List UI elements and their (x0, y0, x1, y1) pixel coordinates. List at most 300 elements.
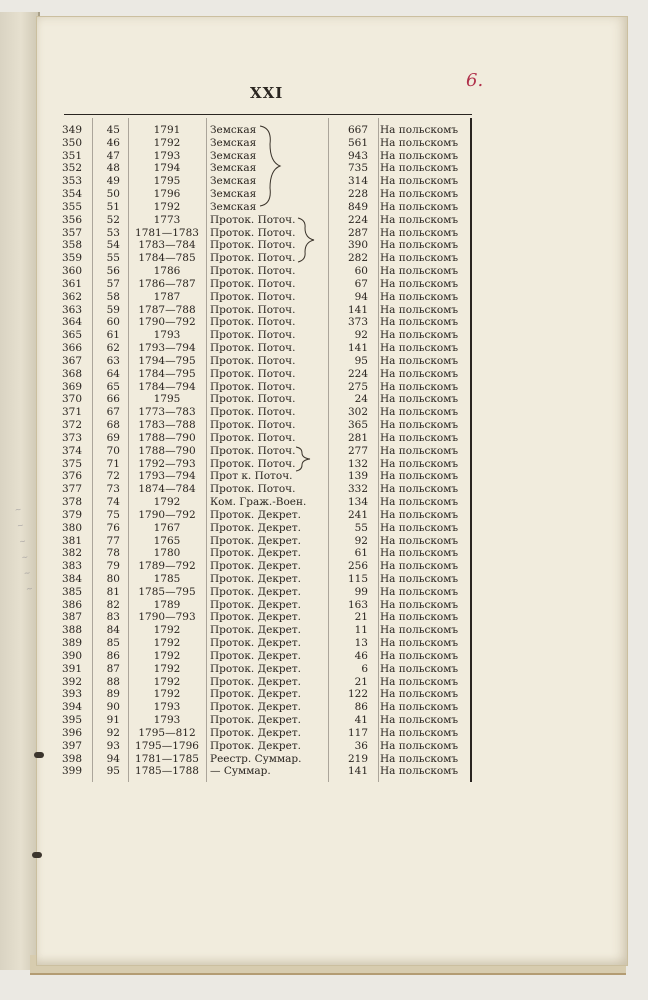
record-number-cell: 397 (62, 739, 83, 752)
document-type-cell: Проток. Декрет. (210, 688, 301, 701)
table-row (62, 624, 472, 637)
document-type-cell: Ком. Граж.-Воен. (210, 496, 307, 509)
language-note-cell: На польскомъ (380, 380, 459, 393)
language-note-cell: На польскомъ (380, 585, 459, 598)
years-cell: 1792 (153, 675, 181, 688)
language-note-cell: На польскомъ (380, 739, 459, 752)
language-note-cell: На польскомъ (380, 649, 459, 662)
record-number-cell: 388 (62, 624, 83, 637)
page-count-cell: 373 (347, 316, 368, 329)
table-row (62, 368, 472, 381)
sub-number-cell: 72 (106, 470, 120, 483)
table-row (62, 265, 472, 278)
record-number-cell: 349 (62, 124, 83, 136)
page-count-cell: 115 (347, 572, 368, 585)
record-number-cell: 365 (62, 329, 83, 342)
record-number-cell: 357 (62, 226, 83, 239)
table-row (62, 676, 472, 689)
page-count-cell: 122 (347, 688, 368, 701)
language-note-cell: На польскомъ (380, 444, 459, 457)
document-type-cell: Проток. Поточ. (210, 444, 296, 457)
table-row (62, 137, 472, 150)
page-count-cell: 21 (354, 675, 368, 688)
page-count-cell: 46 (354, 649, 368, 662)
sub-number-cell: 79 (106, 560, 120, 573)
years-cell: 1788—790 (138, 444, 196, 457)
page-count-cell: 849 (347, 200, 368, 213)
table-row (62, 445, 472, 458)
years-cell: 1784—795 (138, 367, 196, 380)
language-note-cell: На польскомъ (380, 200, 459, 213)
page-count-cell: 6 (361, 662, 368, 675)
sub-number-cell: 94 (106, 752, 120, 765)
years-cell: 1784—794 (138, 380, 196, 393)
document-type-cell: Проток. Поточ. (210, 342, 296, 355)
language-note-cell: На польскомъ (380, 688, 459, 701)
table-row (62, 316, 472, 329)
years-cell: 1783—788 (138, 419, 196, 432)
table-row (62, 124, 472, 137)
language-note-cell: На польскомъ (380, 342, 459, 355)
document-type-cell: Проток. Декрет. (210, 572, 301, 585)
document-type-cell: Проток. Декрет. (210, 714, 301, 727)
page-count-cell: 314 (347, 175, 368, 188)
document-type-cell: Проток. Декрет. (210, 701, 301, 714)
table-row (62, 753, 472, 766)
language-note-cell: На польскомъ (380, 457, 459, 470)
document-type-cell: Проток. Декрет. (210, 675, 301, 688)
record-number-cell: 376 (62, 470, 83, 483)
years-cell: 1785—795 (138, 585, 196, 598)
sub-number-cell: 81 (106, 585, 120, 598)
language-note-cell: На польскомъ (380, 547, 459, 560)
table-row (62, 214, 472, 227)
years-cell: 1792 (153, 649, 181, 662)
sub-number-cell: 78 (106, 547, 120, 560)
table-row (62, 496, 472, 509)
years-cell: 1789 (153, 598, 181, 611)
table-row (62, 688, 472, 701)
record-number-cell: 394 (62, 701, 83, 714)
years-cell: 1787 (153, 290, 181, 303)
sub-number-cell: 73 (106, 483, 120, 496)
page-count-cell: 24 (354, 393, 368, 406)
document-type-cell: Проток. Декрет. (210, 547, 301, 560)
sub-number-cell: 50 (106, 188, 120, 201)
record-number-cell: 362 (62, 290, 83, 303)
binding-nail (34, 752, 44, 758)
document-type-cell: Проток. Поточ. (210, 419, 296, 432)
document-type-cell: Проток. Поточ. (210, 483, 296, 496)
table-row (62, 304, 472, 317)
sub-number-cell: 85 (106, 637, 120, 650)
record-number-cell: 370 (62, 393, 83, 406)
document-type-cell: Проток. Декрет. (210, 726, 301, 739)
years-cell: 1792 (153, 662, 181, 675)
sub-number-cell: 87 (106, 662, 120, 675)
page-count-cell: 141 (347, 303, 368, 316)
record-number-cell: 381 (62, 534, 83, 547)
document-type-cell: Проток. Декрет. (210, 637, 301, 650)
sub-number-cell: 59 (106, 303, 120, 316)
years-cell: 1794—795 (138, 354, 196, 367)
table-row (62, 535, 472, 548)
sub-number-cell: 61 (106, 329, 120, 342)
table-row (62, 611, 472, 624)
record-number-cell: 396 (62, 726, 83, 739)
language-note-cell: На польскомъ (380, 534, 459, 547)
record-number-cell: 363 (62, 303, 83, 316)
table-row (62, 278, 472, 291)
language-note-cell: На польскомъ (380, 188, 459, 201)
language-note-cell: На польскомъ (380, 496, 459, 509)
sub-number-cell: 92 (106, 726, 120, 739)
years-cell: 1785—1788 (135, 765, 199, 778)
document-type-cell: Проток. Поточ. (210, 239, 296, 252)
page-count-cell: 41 (354, 714, 368, 727)
page-count-cell: 95 (354, 354, 368, 367)
record-number-cell: 352 (62, 162, 83, 175)
sub-number-cell: 53 (106, 226, 120, 239)
record-number-cell: 389 (62, 637, 83, 650)
record-number-cell: 373 (62, 431, 83, 444)
sub-number-cell: 64 (106, 367, 120, 380)
document-type-cell: Проток. Поточ. (210, 316, 296, 329)
sub-number-cell: 65 (106, 380, 120, 393)
years-cell: 1793—794 (138, 470, 196, 483)
table-row (62, 650, 472, 663)
sub-number-cell: 76 (106, 521, 120, 534)
record-number-cell: 350 (62, 136, 83, 149)
page-count-cell: 224 (347, 367, 368, 380)
sub-number-cell: 57 (106, 277, 120, 290)
language-note-cell: На польскомъ (380, 329, 459, 342)
page-count-cell: 132 (347, 457, 368, 470)
record-number-cell: 372 (62, 419, 83, 432)
language-note-cell: На польскомъ (380, 508, 459, 521)
sub-number-cell: 47 (106, 149, 120, 162)
language-note-cell: На польскомъ (380, 124, 459, 136)
sub-number-cell: 91 (106, 714, 120, 727)
years-cell: 1793 (153, 149, 181, 162)
language-note-cell: На польскомъ (380, 431, 459, 444)
language-note-cell: На польскомъ (380, 226, 459, 239)
pencil-page-number: 6. (466, 70, 484, 91)
page-count-cell: 117 (347, 726, 368, 739)
table-row (62, 201, 472, 214)
document-type-cell: Проток. Декрет. (210, 585, 301, 598)
record-number-cell: 380 (62, 521, 83, 534)
table-row (62, 740, 472, 753)
document-type-cell: Проток. Декрет. (210, 598, 301, 611)
document-type-cell: Земская (210, 200, 257, 213)
table-row (62, 714, 472, 727)
years-cell: 1773 (153, 213, 181, 226)
language-note-cell: На польскомъ (380, 572, 459, 585)
sub-number-cell: 80 (106, 572, 120, 585)
language-note-cell: На польскомъ (380, 560, 459, 573)
page-count-cell: 228 (347, 188, 368, 201)
language-note-cell: На польскомъ (380, 611, 459, 624)
sub-number-cell: 70 (106, 444, 120, 457)
sub-number-cell: 84 (106, 624, 120, 637)
inventory-table (62, 124, 472, 778)
page-count-cell: 94 (354, 290, 368, 303)
page-count-cell: 302 (347, 406, 368, 419)
page-count-cell: 86 (354, 701, 368, 714)
table-row (62, 406, 472, 419)
table-row (62, 188, 472, 201)
language-note-cell: На польскомъ (380, 406, 459, 419)
record-number-cell: 395 (62, 714, 83, 727)
document-type-cell: Земская (210, 188, 257, 201)
record-number-cell: 392 (62, 675, 83, 688)
years-cell: 1796 (153, 188, 181, 201)
language-note-cell: На польскомъ (380, 303, 459, 316)
page-count-cell: 67 (354, 277, 368, 290)
language-note-cell: На польскомъ (380, 213, 459, 226)
years-cell: 1792 (153, 496, 181, 509)
page-count-cell: 390 (347, 239, 368, 252)
table-row (62, 291, 472, 304)
table-row (62, 547, 472, 560)
years-cell: 1793 (153, 714, 181, 727)
language-note-cell: На польскомъ (380, 290, 459, 303)
page-count-cell: 36 (354, 739, 368, 752)
language-note-cell: На польскомъ (380, 354, 459, 367)
record-number-cell: 356 (62, 213, 83, 226)
table-row (62, 162, 472, 175)
sub-number-cell: 74 (106, 496, 120, 509)
sub-number-cell: 88 (106, 675, 120, 688)
years-cell: 1792—793 (138, 457, 196, 470)
document-type-cell: Проток. Поточ. (210, 226, 296, 239)
binding-nail (32, 852, 42, 858)
document-type-cell: Проток. Поточ. (210, 367, 296, 380)
years-cell: 1792 (153, 688, 181, 701)
years-cell: 1786 (153, 265, 181, 278)
document-type-cell: Проток. Декрет. (210, 649, 301, 662)
years-cell: 1793 (153, 329, 181, 342)
faded-margin-pencil-marks: ~ ~ ~ ~ ~ ~ (14, 504, 34, 594)
table-row (62, 637, 472, 650)
document-type-cell: Проток. Поточ. (210, 380, 296, 393)
table-row (62, 419, 472, 432)
document-type-cell: Проток. Поточ. (210, 393, 296, 406)
years-cell: 1874—784 (138, 483, 196, 496)
table-row (62, 381, 472, 394)
sub-number-cell: 71 (106, 457, 120, 470)
years-cell: 1783—784 (138, 239, 196, 252)
table-row (62, 727, 472, 740)
table-row (62, 239, 472, 252)
document-type-cell: Проток. Поточ. (210, 252, 296, 265)
page-count-cell: 21 (354, 611, 368, 624)
page-count-cell: 256 (347, 560, 368, 573)
document-type-cell: — Суммар. (210, 765, 271, 778)
language-note-cell: На польскомъ (380, 175, 459, 188)
language-note-cell: На польскомъ (380, 701, 459, 714)
document-type-cell: Проток. Декрет. (210, 662, 301, 675)
language-note-cell: На польскомъ (380, 149, 459, 162)
years-cell: 1791 (153, 124, 181, 136)
document-type-cell: Проток. Декрет. (210, 521, 301, 534)
years-cell: 1781—1783 (135, 226, 199, 239)
table-row (62, 701, 472, 714)
page-count-cell: 99 (354, 585, 368, 598)
document-type-cell: Проток. Поточ. (210, 457, 296, 470)
sub-number-cell: 69 (106, 431, 120, 444)
language-note-cell: На польскомъ (380, 265, 459, 278)
years-cell: 1790—793 (138, 611, 196, 624)
language-note-cell: На польскомъ (380, 637, 459, 650)
years-cell: 1789—792 (138, 560, 196, 573)
page-count-cell: 561 (347, 136, 368, 149)
sub-number-cell: 46 (106, 136, 120, 149)
table-row (62, 393, 472, 406)
sub-number-cell: 90 (106, 701, 120, 714)
page-count-cell: 141 (347, 765, 368, 778)
record-number-cell: 387 (62, 611, 83, 624)
sub-number-cell: 82 (106, 598, 120, 611)
page-count-cell: 224 (347, 213, 368, 226)
document-type-cell: Проток. Поточ. (210, 277, 296, 290)
language-note-cell: На польскомъ (380, 765, 459, 778)
record-number-cell: 398 (62, 752, 83, 765)
language-note-cell: На польскомъ (380, 752, 459, 765)
language-note-cell: На польскомъ (380, 726, 459, 739)
table-row (62, 432, 472, 445)
table-row (62, 573, 472, 586)
table-row (62, 765, 472, 778)
record-number-cell: 378 (62, 496, 83, 509)
language-note-cell: На польскомъ (380, 662, 459, 675)
years-cell: 1786—787 (138, 277, 196, 290)
document-type-cell: Проток. Декрет. (210, 624, 301, 637)
page-count-cell: 60 (354, 265, 368, 278)
document-type-cell: Проток. Поточ. (210, 213, 296, 226)
language-note-cell: На польскомъ (380, 252, 459, 265)
document-type-cell: Проток. Поточ. (210, 354, 296, 367)
document-type-cell: Прот к. Поточ. (210, 470, 293, 483)
record-number-cell: 368 (62, 367, 83, 380)
years-cell: 1790—792 (138, 316, 196, 329)
page-count-cell: 139 (347, 470, 368, 483)
sub-number-cell: 52 (106, 213, 120, 226)
years-cell: 1792 (153, 200, 181, 213)
sub-number-cell: 62 (106, 342, 120, 355)
record-number-cell: 377 (62, 483, 83, 496)
table-row (62, 483, 472, 496)
table-row (62, 355, 472, 368)
record-number-cell: 384 (62, 572, 83, 585)
record-number-cell: 383 (62, 560, 83, 573)
page-count-cell: 332 (347, 483, 368, 496)
record-number-cell: 361 (62, 277, 83, 290)
table-row (62, 586, 472, 599)
sub-number-cell: 45 (106, 124, 120, 136)
sub-number-cell: 75 (106, 508, 120, 521)
sub-number-cell: 60 (106, 316, 120, 329)
record-number-cell: 353 (62, 175, 83, 188)
page-count-cell: 365 (347, 419, 368, 432)
sub-number-cell: 83 (106, 611, 120, 624)
language-note-cell: На польскомъ (380, 624, 459, 637)
page-count-cell: 61 (354, 547, 368, 560)
record-number-cell: 367 (62, 354, 83, 367)
table-row (62, 458, 472, 471)
record-number-cell: 359 (62, 252, 83, 265)
record-number-cell: 358 (62, 239, 83, 252)
page-count-cell: 163 (347, 598, 368, 611)
record-number-cell: 354 (62, 188, 83, 201)
table-row (62, 150, 472, 163)
language-note-cell: На польскомъ (380, 239, 459, 252)
sub-number-cell: 77 (106, 534, 120, 547)
document-type-cell: Реестр. Суммар. (210, 752, 302, 765)
document-type-cell: Проток. Декрет. (210, 534, 301, 547)
page-count-cell: 282 (347, 252, 368, 265)
language-note-cell: На польскомъ (380, 419, 459, 432)
table-row (62, 509, 472, 522)
document-type-cell: Земская (210, 136, 257, 149)
document-type-cell: Проток. Декрет. (210, 508, 301, 521)
language-note-cell: На польскомъ (380, 598, 459, 611)
record-number-cell: 391 (62, 662, 83, 675)
sub-number-cell: 49 (106, 175, 120, 188)
document-type-cell: Проток. Поточ. (210, 431, 296, 444)
years-cell: 1793—794 (138, 342, 196, 355)
record-number-cell: 382 (62, 547, 83, 560)
years-cell: 1792 (153, 637, 181, 650)
record-number-cell: 355 (62, 200, 83, 213)
document-type-cell: Земская (210, 149, 257, 162)
record-number-cell: 366 (62, 342, 83, 355)
sub-number-cell: 55 (106, 252, 120, 265)
table-row (62, 329, 472, 342)
document-type-cell: Проток. Поточ. (210, 265, 296, 278)
sub-number-cell: 86 (106, 649, 120, 662)
sub-number-cell: 54 (106, 239, 120, 252)
table-row (62, 227, 472, 240)
years-cell: 1795 (153, 175, 181, 188)
table-top-rule (64, 114, 472, 115)
sub-number-cell: 67 (106, 406, 120, 419)
language-note-cell: На польскомъ (380, 162, 459, 175)
page-count-cell: 735 (347, 162, 368, 175)
sub-number-cell: 51 (106, 200, 120, 213)
page-count-cell: 275 (347, 380, 368, 393)
record-number-cell: 386 (62, 598, 83, 611)
record-number-cell: 375 (62, 457, 83, 470)
document-type-cell: Проток. Декрет. (210, 560, 301, 573)
document-type-cell: Проток. Поточ. (210, 406, 296, 419)
document-type-cell: Проток. Декрет. (210, 739, 301, 752)
years-cell: 1765 (153, 534, 181, 547)
language-note-cell: На польскомъ (380, 714, 459, 727)
table-row (62, 663, 472, 676)
language-note-cell: На польскомъ (380, 521, 459, 534)
page-count-cell: 943 (347, 149, 368, 162)
years-cell: 1787—788 (138, 303, 196, 316)
page-count-cell: 92 (354, 534, 368, 547)
record-number-cell: 371 (62, 406, 83, 419)
years-cell: 1793 (153, 701, 181, 714)
years-cell: 1773—783 (138, 406, 196, 419)
record-number-cell: 364 (62, 316, 83, 329)
record-number-cell: 390 (62, 649, 83, 662)
years-cell: 1781—1785 (135, 752, 199, 765)
